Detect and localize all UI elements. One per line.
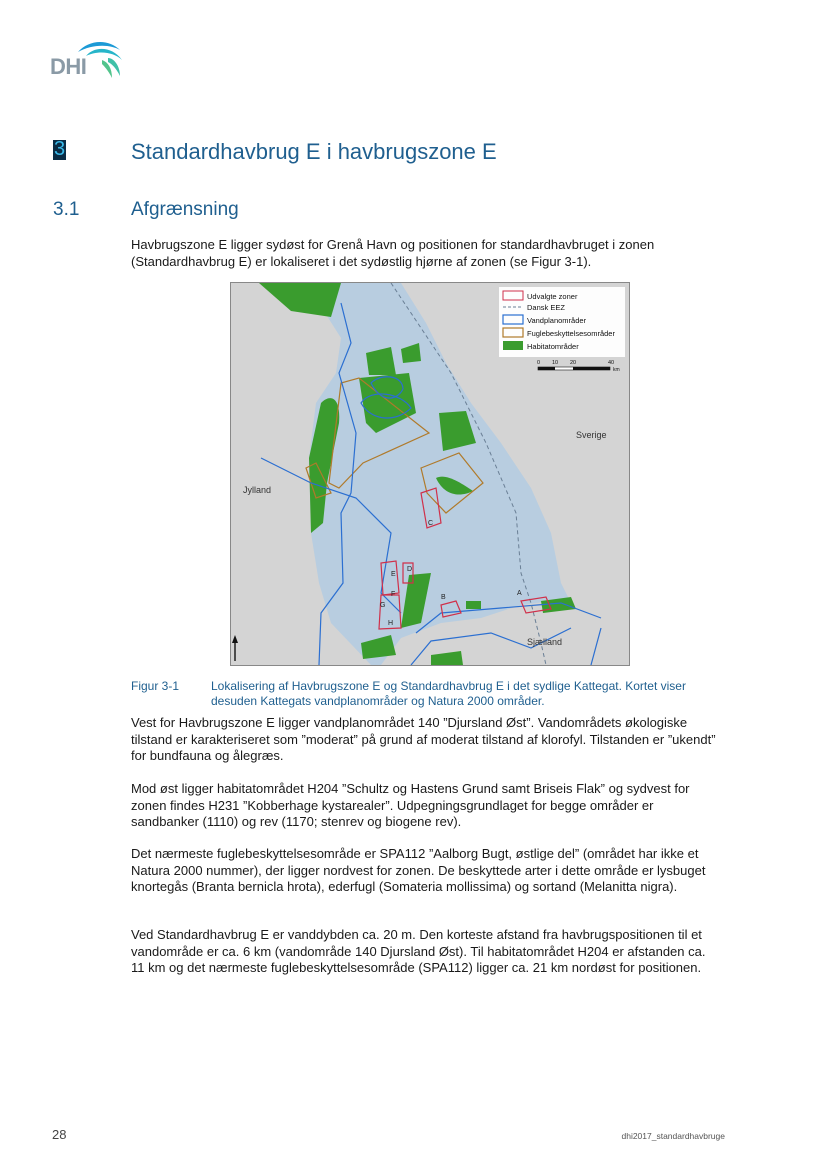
- subsection-number: 3.1: [53, 199, 80, 220]
- subsection-title: Afgrænsning: [131, 199, 239, 220]
- svg-text:20: 20: [570, 360, 577, 366]
- legend-item: Habitatområder: [527, 342, 579, 351]
- legend-item: Vandplanområder: [527, 316, 587, 325]
- zone-label-e: E: [391, 571, 396, 578]
- logo-text: DHI: [50, 54, 87, 79]
- document-reference: dhi2017_standardhavbruge: [621, 1131, 725, 1141]
- body-paragraph: Det nærmeste fuglebeskyttelsesområde er SPA112 ”Aalborg Bugt, østlige del” (området har ikke et Natura 2000 nummer), der ligger nordvest for zonen. De beskyttede arter i dette område er lysbuget knortegås (Branta bernicla hrota), ederfugl (Somateria mollissima) og sortand (Melanitta nigra).: [131, 846, 706, 894]
- figure-caption-text: Lokalisering af Havbrugszone E og Standardhavbrug E i det sydlige Kattegat. Kortet viser desuden Kattegats vandplanområder og Natura 2000 områder.: [211, 679, 686, 708]
- svg-text:0: 0: [537, 360, 541, 366]
- svg-text:10: 10: [552, 360, 559, 366]
- zone-label-h: H: [388, 620, 394, 627]
- zone-label-a: A: [517, 590, 522, 597]
- kattegat-map: [231, 283, 629, 665]
- svg-text:km: km: [613, 367, 620, 373]
- intro-paragraph: Havbrugszone E ligger sydøst for Grenå Havn og positionen for standardhavbruget i zonen (Standardhavbrug E) er lokaliseret i det sydøstlig hjørne af zonen (se Figur 3-1).: [131, 237, 655, 269]
- body-paragraph: Vest for Havbrugszone E ligger vandplanområdet 140 ”Djursland Øst”. Vandområdets økologiske tilstand er karakteriseret som ”moderat” på grund af moderat tilstand af klorofyl. Tilstanden er ”ukendt” for bundfauna og ålegræs.: [131, 715, 716, 763]
- legend-item: Fuglebeskyttelsesområder: [527, 329, 615, 338]
- zone-label-b: B: [441, 594, 446, 601]
- legend-item: Dansk EEZ: [527, 303, 565, 312]
- place-sverige: Sverige: [576, 430, 607, 440]
- section-number: 3: [54, 138, 66, 160]
- map-figure: [230, 282, 630, 666]
- zone-label-f: F: [391, 591, 396, 598]
- place-sjaelland: Sjælland: [527, 637, 563, 647]
- zone-label-d: D: [407, 566, 413, 573]
- figure-caption-label: Figur 3-1: [131, 679, 180, 693]
- map-legend: [499, 287, 625, 357]
- place-jylland: Jylland: [243, 485, 272, 495]
- legend-item: Udvalgte zoner: [527, 292, 578, 301]
- zone-label-c: C: [428, 520, 434, 527]
- body-paragraph: Ved Standardhavbrug E er vanddybden ca. 20 m. Den korteste afstand fra havbrugspositionen til et vandområde er ca. 6 km (vandområde 140 Djursland Øst). Til habitatområdet H204 er afstanden ca. 11 km og det nærmeste fuglebeskyttelsesområde (SPA112) ligger ca. 21 km nordøst for positionen.: [131, 927, 706, 975]
- dhi-logo: [50, 38, 126, 82]
- body-paragraph: Mod øst ligger habitatområdet H204 ”Schultz og Hastens Grund samt Briseis Flak” og sydvest for zonen findes H231 ”Kobberhage kystarealer”. Udpegningsgrundlaget for begge områder er sandbanker (1110) og rev (1170; stenrev og biogene rev).: [131, 781, 690, 829]
- svg-text:40: 40: [608, 360, 615, 366]
- zone-label-g: G: [380, 602, 386, 609]
- page-number: 28: [52, 1127, 67, 1142]
- section-title: Standardhavbrug E i havbrugszone E: [131, 139, 497, 164]
